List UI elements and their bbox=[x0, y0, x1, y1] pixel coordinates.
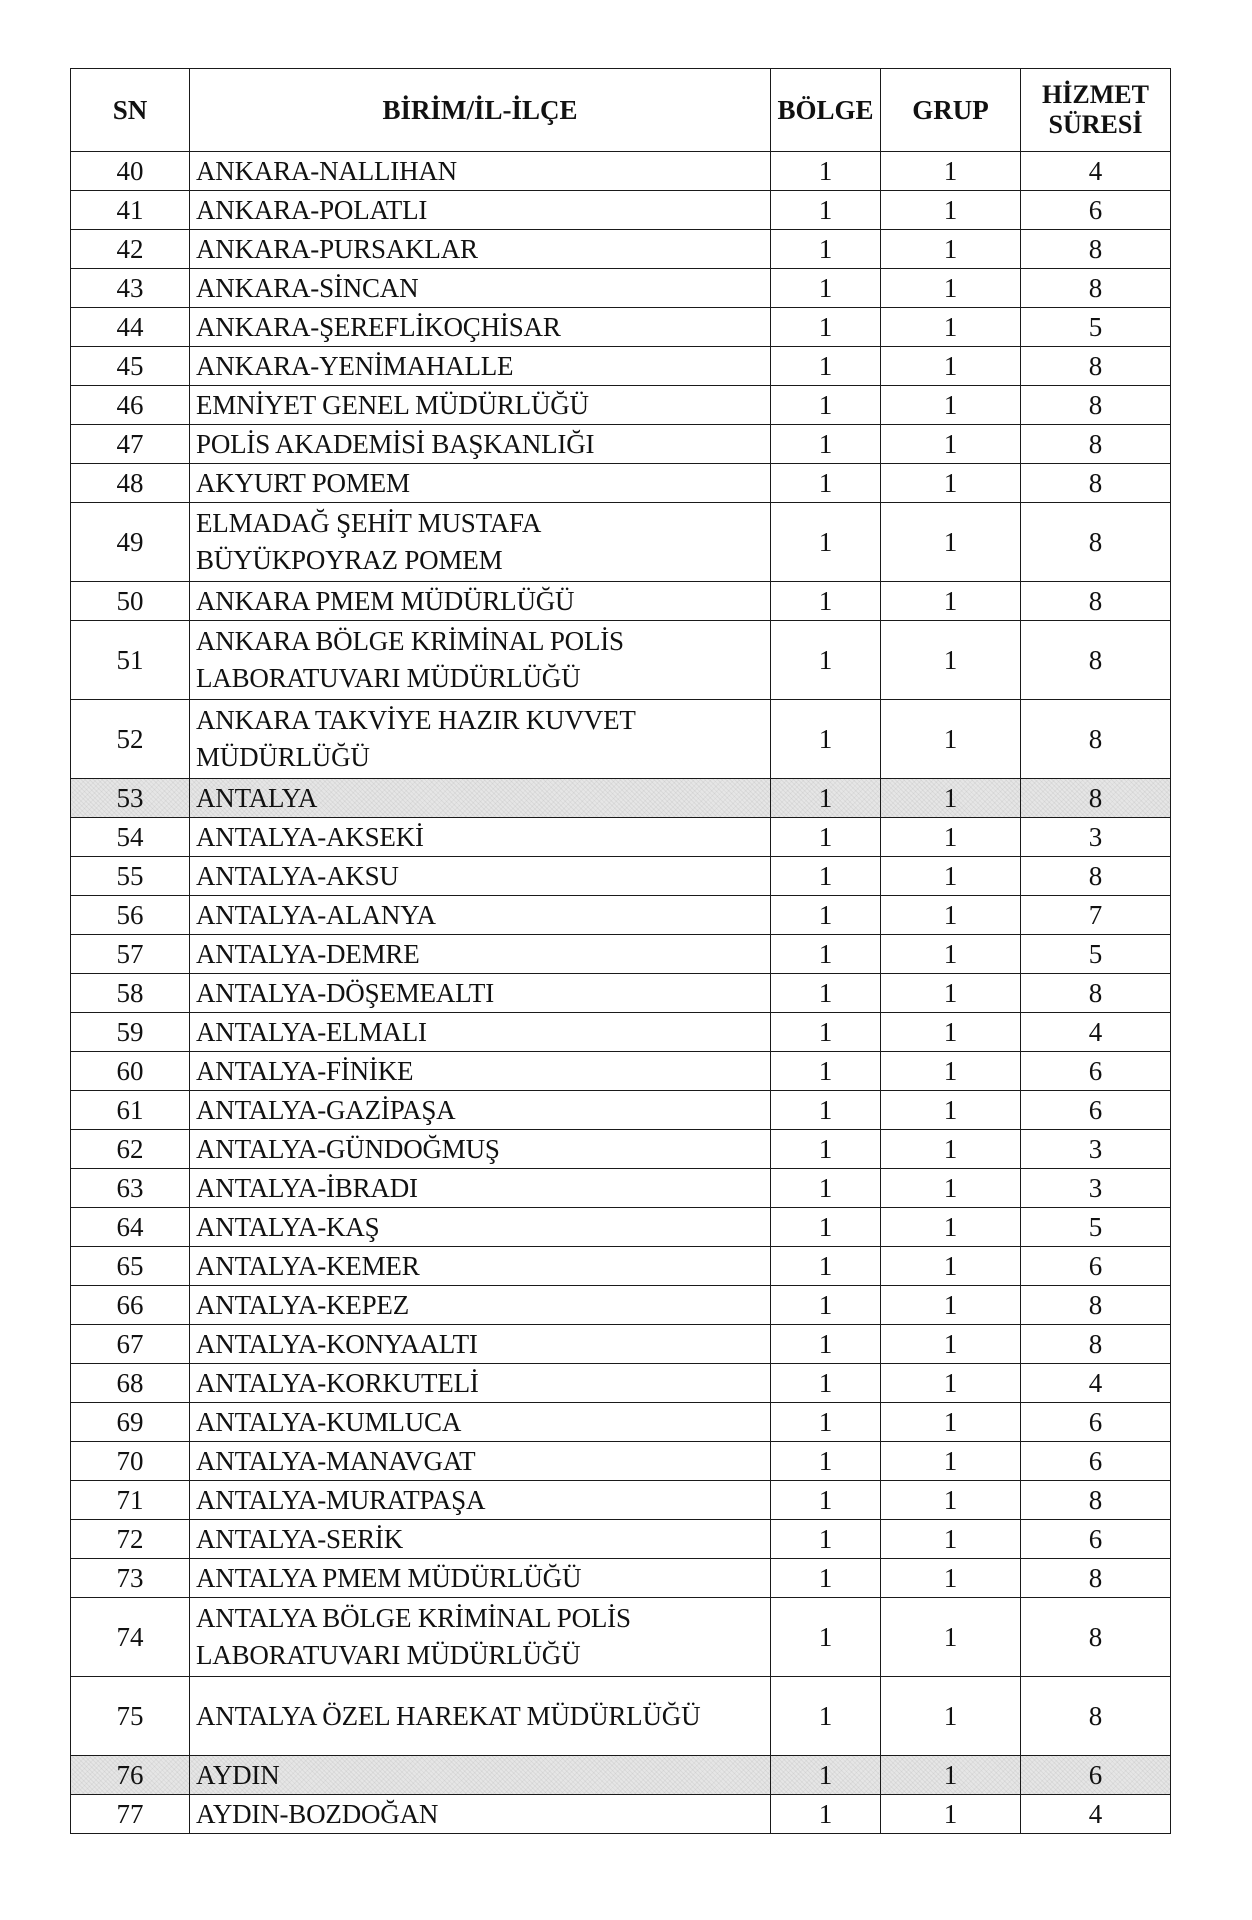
cell-grup: 1 bbox=[881, 1364, 1021, 1403]
cell-grup: 1 bbox=[881, 308, 1021, 347]
cell-bolge: 1 bbox=[771, 1559, 881, 1598]
cell-birim bbox=[190, 1208, 771, 1247]
cell-hizmet-suresi: 6 bbox=[1021, 1052, 1171, 1091]
table-row bbox=[71, 1247, 1171, 1286]
cell-bolge: 1 bbox=[771, 779, 881, 818]
cell-grup: 1 bbox=[881, 503, 1021, 582]
cell-birim bbox=[190, 464, 771, 503]
cell-sn: 54 bbox=[71, 818, 190, 857]
table-row bbox=[71, 1442, 1171, 1481]
cell-birim-line: ANKARA-ŞEREFLİKOÇHİSAR bbox=[196, 312, 561, 342]
cell-bolge: 1 bbox=[771, 1442, 881, 1481]
service-duration-table bbox=[70, 68, 1171, 1834]
cell-birim-line: ANKARA BÖLGE KRİMİNAL POLİS bbox=[196, 626, 624, 656]
cell-birim-line: MÜDÜRLÜĞÜ bbox=[196, 742, 370, 772]
cell-birim bbox=[190, 1013, 771, 1052]
table-row bbox=[71, 1795, 1171, 1834]
cell-birim-line: ANTALYA-DEMRE bbox=[196, 939, 420, 969]
cell-sn: 76 bbox=[71, 1756, 190, 1795]
cell-grup: 1 bbox=[881, 1559, 1021, 1598]
cell-bolge: 1 bbox=[771, 1325, 881, 1364]
cell-grup: 1 bbox=[881, 1520, 1021, 1559]
cell-hizmet-suresi: 8 bbox=[1021, 621, 1171, 700]
cell-bolge: 1 bbox=[771, 1208, 881, 1247]
header-bolge: BÖLGE bbox=[771, 69, 881, 152]
cell-grup: 1 bbox=[881, 896, 1021, 935]
table-row bbox=[71, 269, 1171, 308]
cell-grup: 1 bbox=[881, 347, 1021, 386]
table-row bbox=[71, 1091, 1171, 1130]
cell-bolge: 1 bbox=[771, 1052, 881, 1091]
cell-hizmet-suresi: 8 bbox=[1021, 464, 1171, 503]
header-hizmet-suresi bbox=[1021, 69, 1171, 152]
cell-hizmet-suresi: 8 bbox=[1021, 1559, 1171, 1598]
cell-grup: 1 bbox=[881, 621, 1021, 700]
cell-sn: 41 bbox=[71, 191, 190, 230]
cell-bolge: 1 bbox=[771, 1756, 881, 1795]
cell-birim bbox=[190, 779, 771, 818]
cell-birim-line: ANTALYA-MANAVGAT bbox=[196, 1446, 476, 1476]
cell-birim bbox=[190, 700, 771, 779]
cell-grup: 1 bbox=[881, 1130, 1021, 1169]
cell-grup: 1 bbox=[881, 935, 1021, 974]
cell-hizmet-suresi: 8 bbox=[1021, 1598, 1171, 1677]
cell-birim-line: ANTALYA-SERİK bbox=[196, 1524, 404, 1554]
cell-birim-line: LABORATUVARI MÜDÜRLÜĞÜ bbox=[196, 663, 581, 693]
cell-bolge: 1 bbox=[771, 1403, 881, 1442]
cell-sn: 68 bbox=[71, 1364, 190, 1403]
cell-birim bbox=[190, 974, 771, 1013]
cell-birim-line: EMNİYET GENEL MÜDÜRLÜĞÜ bbox=[196, 390, 589, 420]
cell-hizmet-suresi: 8 bbox=[1021, 582, 1171, 621]
table-row bbox=[71, 1364, 1171, 1403]
cell-birim-line: ANTALYA-FİNİKE bbox=[196, 1056, 414, 1086]
cell-birim-line: ELMADAĞ ŞEHİT MUSTAFA bbox=[196, 508, 542, 538]
cell-sn: 75 bbox=[71, 1677, 190, 1756]
cell-birim bbox=[190, 582, 771, 621]
cell-birim bbox=[190, 1403, 771, 1442]
cell-grup: 1 bbox=[881, 425, 1021, 464]
cell-birim bbox=[190, 935, 771, 974]
cell-hizmet-suresi: 8 bbox=[1021, 386, 1171, 425]
cell-bolge: 1 bbox=[771, 974, 881, 1013]
table-row bbox=[71, 1598, 1171, 1677]
cell-birim-line: ANTALYA-KEPEZ bbox=[196, 1290, 410, 1320]
cell-birim-line: ANTALYA bbox=[196, 783, 318, 813]
cell-grup: 1 bbox=[881, 779, 1021, 818]
cell-bolge: 1 bbox=[771, 1247, 881, 1286]
cell-birim bbox=[190, 1677, 771, 1756]
cell-sn: 49 bbox=[71, 503, 190, 582]
cell-bolge: 1 bbox=[771, 935, 881, 974]
table-row bbox=[71, 1286, 1171, 1325]
cell-hizmet-suresi: 8 bbox=[1021, 779, 1171, 818]
cell-birim-line: ANTALYA-ELMALI bbox=[196, 1017, 427, 1047]
cell-birim bbox=[190, 1795, 771, 1834]
table-row bbox=[71, 503, 1171, 582]
cell-sn: 55 bbox=[71, 857, 190, 896]
cell-hizmet-suresi: 8 bbox=[1021, 269, 1171, 308]
cell-grup: 1 bbox=[881, 1598, 1021, 1677]
cell-bolge: 1 bbox=[771, 191, 881, 230]
cell-bolge: 1 bbox=[771, 1091, 881, 1130]
cell-grup: 1 bbox=[881, 582, 1021, 621]
table-row bbox=[71, 191, 1171, 230]
cell-birim bbox=[190, 347, 771, 386]
cell-bolge: 1 bbox=[771, 347, 881, 386]
cell-hizmet-suresi: 8 bbox=[1021, 1481, 1171, 1520]
cell-birim bbox=[190, 1520, 771, 1559]
cell-bolge: 1 bbox=[771, 700, 881, 779]
cell-birim bbox=[190, 269, 771, 308]
table-row bbox=[71, 1559, 1171, 1598]
cell-bolge: 1 bbox=[771, 1677, 881, 1756]
cell-bolge: 1 bbox=[771, 425, 881, 464]
table-row bbox=[71, 1325, 1171, 1364]
cell-hizmet-suresi: 8 bbox=[1021, 974, 1171, 1013]
cell-birim bbox=[190, 191, 771, 230]
cell-birim-line: POLİS AKADEMİSİ BAŞKANLIĞI bbox=[196, 429, 595, 459]
cell-birim-line: ANTALYA-KEMER bbox=[196, 1251, 420, 1281]
cell-birim bbox=[190, 1364, 771, 1403]
cell-grup: 1 bbox=[881, 1091, 1021, 1130]
cell-grup: 1 bbox=[881, 818, 1021, 857]
cell-hizmet-suresi: 8 bbox=[1021, 1286, 1171, 1325]
table-row bbox=[71, 935, 1171, 974]
cell-grup: 1 bbox=[881, 1795, 1021, 1834]
table-row bbox=[71, 308, 1171, 347]
table-row bbox=[71, 1481, 1171, 1520]
cell-hizmet-suresi: 4 bbox=[1021, 1795, 1171, 1834]
cell-birim bbox=[190, 503, 771, 582]
cell-hizmet-suresi: 8 bbox=[1021, 230, 1171, 269]
cell-birim bbox=[190, 1442, 771, 1481]
cell-sn: 62 bbox=[71, 1130, 190, 1169]
cell-bolge: 1 bbox=[771, 1013, 881, 1052]
cell-birim-line: ANKARA TAKVİYE HAZIR KUVVET bbox=[196, 705, 636, 735]
table-row bbox=[71, 974, 1171, 1013]
cell-bolge: 1 bbox=[771, 386, 881, 425]
cell-sn: 57 bbox=[71, 935, 190, 974]
cell-sn: 59 bbox=[71, 1013, 190, 1052]
table-row bbox=[71, 1677, 1171, 1756]
cell-hizmet-suresi: 6 bbox=[1021, 1756, 1171, 1795]
cell-birim bbox=[190, 1130, 771, 1169]
table-row bbox=[71, 818, 1171, 857]
cell-sn: 58 bbox=[71, 974, 190, 1013]
cell-sn: 44 bbox=[71, 308, 190, 347]
cell-grup: 1 bbox=[881, 1247, 1021, 1286]
cell-hizmet-suresi: 5 bbox=[1021, 935, 1171, 974]
table-row bbox=[71, 152, 1171, 191]
cell-sn: 63 bbox=[71, 1169, 190, 1208]
cell-birim bbox=[190, 621, 771, 700]
cell-grup: 1 bbox=[881, 974, 1021, 1013]
table-row bbox=[71, 1403, 1171, 1442]
cell-birim-line: ANTALYA PMEM MÜDÜRLÜĞÜ bbox=[196, 1563, 582, 1593]
cell-hizmet-suresi: 6 bbox=[1021, 1091, 1171, 1130]
table-row bbox=[71, 857, 1171, 896]
cell-grup: 1 bbox=[881, 191, 1021, 230]
cell-hizmet-suresi: 4 bbox=[1021, 1013, 1171, 1052]
header-hizmet-line1: HİZMET bbox=[1042, 80, 1149, 109]
cell-hizmet-suresi: 5 bbox=[1021, 1208, 1171, 1247]
cell-sn: 56 bbox=[71, 896, 190, 935]
table-row bbox=[71, 621, 1171, 700]
cell-hizmet-suresi: 8 bbox=[1021, 700, 1171, 779]
cell-birim bbox=[190, 308, 771, 347]
cell-sn: 65 bbox=[71, 1247, 190, 1286]
cell-hizmet-suresi: 6 bbox=[1021, 1247, 1171, 1286]
cell-grup: 1 bbox=[881, 1052, 1021, 1091]
cell-grup: 1 bbox=[881, 1442, 1021, 1481]
cell-birim bbox=[190, 1598, 771, 1677]
cell-hizmet-suresi: 8 bbox=[1021, 503, 1171, 582]
cell-sn: 70 bbox=[71, 1442, 190, 1481]
cell-birim bbox=[190, 1091, 771, 1130]
cell-sn: 46 bbox=[71, 386, 190, 425]
cell-bolge: 1 bbox=[771, 818, 881, 857]
cell-birim bbox=[190, 386, 771, 425]
cell-birim-line: ANTALYA-AKSEKİ bbox=[196, 822, 424, 852]
cell-birim bbox=[190, 857, 771, 896]
cell-birim-line: ANTALYA-GÜNDOĞMUŞ bbox=[196, 1134, 500, 1164]
cell-bolge: 1 bbox=[771, 857, 881, 896]
cell-hizmet-suresi: 3 bbox=[1021, 818, 1171, 857]
cell-grup: 1 bbox=[881, 1208, 1021, 1247]
cell-grup: 1 bbox=[881, 1756, 1021, 1795]
cell-birim-line: ANTALYA BÖLGE KRİMİNAL POLİS bbox=[196, 1603, 631, 1633]
cell-birim-line: AKYURT POMEM bbox=[196, 468, 410, 498]
cell-bolge: 1 bbox=[771, 1169, 881, 1208]
header-sn: SN bbox=[71, 69, 190, 152]
header-row bbox=[71, 69, 1171, 152]
cell-sn: 45 bbox=[71, 347, 190, 386]
cell-bolge: 1 bbox=[771, 1364, 881, 1403]
cell-birim bbox=[190, 1169, 771, 1208]
table-row bbox=[71, 1169, 1171, 1208]
cell-hizmet-suresi: 6 bbox=[1021, 1520, 1171, 1559]
table-row bbox=[71, 1052, 1171, 1091]
cell-sn: 51 bbox=[71, 621, 190, 700]
cell-birim-line: ANTALYA-ALANYA bbox=[196, 900, 436, 930]
cell-sn: 43 bbox=[71, 269, 190, 308]
cell-sn: 64 bbox=[71, 1208, 190, 1247]
cell-bolge: 1 bbox=[771, 152, 881, 191]
cell-hizmet-suresi: 8 bbox=[1021, 425, 1171, 464]
cell-hizmet-suresi: 3 bbox=[1021, 1169, 1171, 1208]
cell-hizmet-suresi: 6 bbox=[1021, 1442, 1171, 1481]
cell-grup: 1 bbox=[881, 857, 1021, 896]
header-grup: GRUP bbox=[881, 69, 1021, 152]
table-row bbox=[71, 1756, 1171, 1795]
cell-birim bbox=[190, 1325, 771, 1364]
cell-birim-line: AYDIN bbox=[196, 1760, 280, 1790]
cell-birim-line: ANKARA-SİNCAN bbox=[196, 273, 419, 303]
table-row bbox=[71, 779, 1171, 818]
cell-bolge: 1 bbox=[771, 230, 881, 269]
cell-sn: 73 bbox=[71, 1559, 190, 1598]
cell-birim-line: ANTALYA-KORKUTELİ bbox=[196, 1368, 479, 1398]
cell-bolge: 1 bbox=[771, 1481, 881, 1520]
cell-bolge: 1 bbox=[771, 1130, 881, 1169]
cell-birim-line: ANTALYA-KONYAALTI bbox=[196, 1329, 478, 1359]
cell-birim-line: ANTALYA-GAZİPAŞA bbox=[196, 1095, 456, 1125]
cell-hizmet-suresi: 8 bbox=[1021, 857, 1171, 896]
cell-birim-line: ANTALYA-MURATPAŞA bbox=[196, 1485, 486, 1515]
table-row bbox=[71, 230, 1171, 269]
cell-birim bbox=[190, 1247, 771, 1286]
header-hizmet-line2: SÜRESİ bbox=[1048, 110, 1143, 139]
cell-birim-line: ANTALYA-İBRADI bbox=[196, 1173, 418, 1203]
cell-grup: 1 bbox=[881, 1325, 1021, 1364]
cell-grup: 1 bbox=[881, 1286, 1021, 1325]
cell-bolge: 1 bbox=[771, 1286, 881, 1325]
table-row bbox=[71, 464, 1171, 503]
cell-birim bbox=[190, 425, 771, 464]
cell-sn: 74 bbox=[71, 1598, 190, 1677]
cell-birim-line: LABORATUVARI MÜDÜRLÜĞÜ bbox=[196, 1640, 581, 1670]
cell-bolge: 1 bbox=[771, 621, 881, 700]
cell-bolge: 1 bbox=[771, 1520, 881, 1559]
cell-sn: 61 bbox=[71, 1091, 190, 1130]
cell-hizmet-suresi: 5 bbox=[1021, 308, 1171, 347]
cell-birim-line: ANKARA PMEM MÜDÜRLÜĞÜ bbox=[196, 586, 575, 616]
cell-birim-line: ANTALYA-AKSU bbox=[196, 861, 399, 891]
cell-sn: 42 bbox=[71, 230, 190, 269]
table-row bbox=[71, 582, 1171, 621]
cell-birim bbox=[190, 230, 771, 269]
cell-birim-line: ANTALYA-DÖŞEMEALTI bbox=[196, 978, 495, 1008]
table-row bbox=[71, 1013, 1171, 1052]
cell-birim bbox=[190, 1481, 771, 1520]
cell-grup: 1 bbox=[881, 1481, 1021, 1520]
cell-birim bbox=[190, 818, 771, 857]
cell-hizmet-suresi: 4 bbox=[1021, 1364, 1171, 1403]
cell-birim-line: AYDIN-BOZDOĞAN bbox=[196, 1799, 439, 1829]
cell-sn: 48 bbox=[71, 464, 190, 503]
cell-birim-line: ANTALYA ÖZEL HAREKAT MÜDÜRLÜĞÜ bbox=[196, 1700, 701, 1731]
cell-bolge: 1 bbox=[771, 1598, 881, 1677]
cell-bolge: 1 bbox=[771, 308, 881, 347]
table-body bbox=[71, 152, 1171, 1834]
cell-birim bbox=[190, 1559, 771, 1598]
cell-grup: 1 bbox=[881, 464, 1021, 503]
cell-bolge: 1 bbox=[771, 503, 881, 582]
cell-birim-line: ANKARA-NALLIHAN bbox=[196, 156, 457, 186]
table-row bbox=[71, 896, 1171, 935]
cell-bolge: 1 bbox=[771, 1795, 881, 1834]
cell-bolge: 1 bbox=[771, 269, 881, 308]
cell-sn: 53 bbox=[71, 779, 190, 818]
cell-grup: 1 bbox=[881, 1403, 1021, 1442]
cell-sn: 71 bbox=[71, 1481, 190, 1520]
cell-birim bbox=[190, 152, 771, 191]
cell-hizmet-suresi: 4 bbox=[1021, 152, 1171, 191]
cell-grup: 1 bbox=[881, 1013, 1021, 1052]
cell-grup: 1 bbox=[881, 269, 1021, 308]
cell-birim-line: ANKARA-PURSAKLAR bbox=[196, 234, 478, 264]
table-row bbox=[71, 347, 1171, 386]
cell-hizmet-suresi: 8 bbox=[1021, 347, 1171, 386]
table-row bbox=[71, 1520, 1171, 1559]
cell-hizmet-suresi: 8 bbox=[1021, 1677, 1171, 1756]
cell-hizmet-suresi: 6 bbox=[1021, 1403, 1171, 1442]
cell-grup: 1 bbox=[881, 700, 1021, 779]
cell-birim-line: ANTALYA-KUMLUCA bbox=[196, 1407, 462, 1437]
table-row bbox=[71, 700, 1171, 779]
cell-hizmet-suresi: 6 bbox=[1021, 191, 1171, 230]
cell-bolge: 1 bbox=[771, 464, 881, 503]
cell-birim bbox=[190, 896, 771, 935]
cell-sn: 69 bbox=[71, 1403, 190, 1442]
cell-birim-line: BÜYÜKPOYRAZ POMEM bbox=[196, 545, 503, 575]
cell-sn: 52 bbox=[71, 700, 190, 779]
cell-birim-line: ANKARA-YENİMAHALLE bbox=[196, 351, 514, 381]
cell-bolge: 1 bbox=[771, 582, 881, 621]
cell-bolge: 1 bbox=[771, 896, 881, 935]
cell-sn: 50 bbox=[71, 582, 190, 621]
cell-sn: 40 bbox=[71, 152, 190, 191]
table-row bbox=[71, 425, 1171, 464]
cell-sn: 60 bbox=[71, 1052, 190, 1091]
cell-hizmet-suresi: 7 bbox=[1021, 896, 1171, 935]
cell-grup: 1 bbox=[881, 230, 1021, 269]
cell-birim bbox=[190, 1052, 771, 1091]
cell-hizmet-suresi: 8 bbox=[1021, 1325, 1171, 1364]
cell-sn: 66 bbox=[71, 1286, 190, 1325]
cell-sn: 67 bbox=[71, 1325, 190, 1364]
cell-grup: 1 bbox=[881, 386, 1021, 425]
cell-hizmet-suresi: 3 bbox=[1021, 1130, 1171, 1169]
table-row bbox=[71, 386, 1171, 425]
cell-sn: 47 bbox=[71, 425, 190, 464]
cell-sn: 72 bbox=[71, 1520, 190, 1559]
header-birim: BİRİM/İL-İLÇE bbox=[190, 69, 771, 152]
cell-birim-line: ANKARA-POLATLI bbox=[196, 195, 428, 225]
cell-birim bbox=[190, 1286, 771, 1325]
table-row bbox=[71, 1130, 1171, 1169]
cell-birim-line: ANTALYA-KAŞ bbox=[196, 1212, 380, 1242]
cell-grup: 1 bbox=[881, 1169, 1021, 1208]
cell-birim bbox=[190, 1756, 771, 1795]
table-row bbox=[71, 1208, 1171, 1247]
cell-sn: 77 bbox=[71, 1795, 190, 1834]
cell-grup: 1 bbox=[881, 1677, 1021, 1756]
cell-grup: 1 bbox=[881, 152, 1021, 191]
